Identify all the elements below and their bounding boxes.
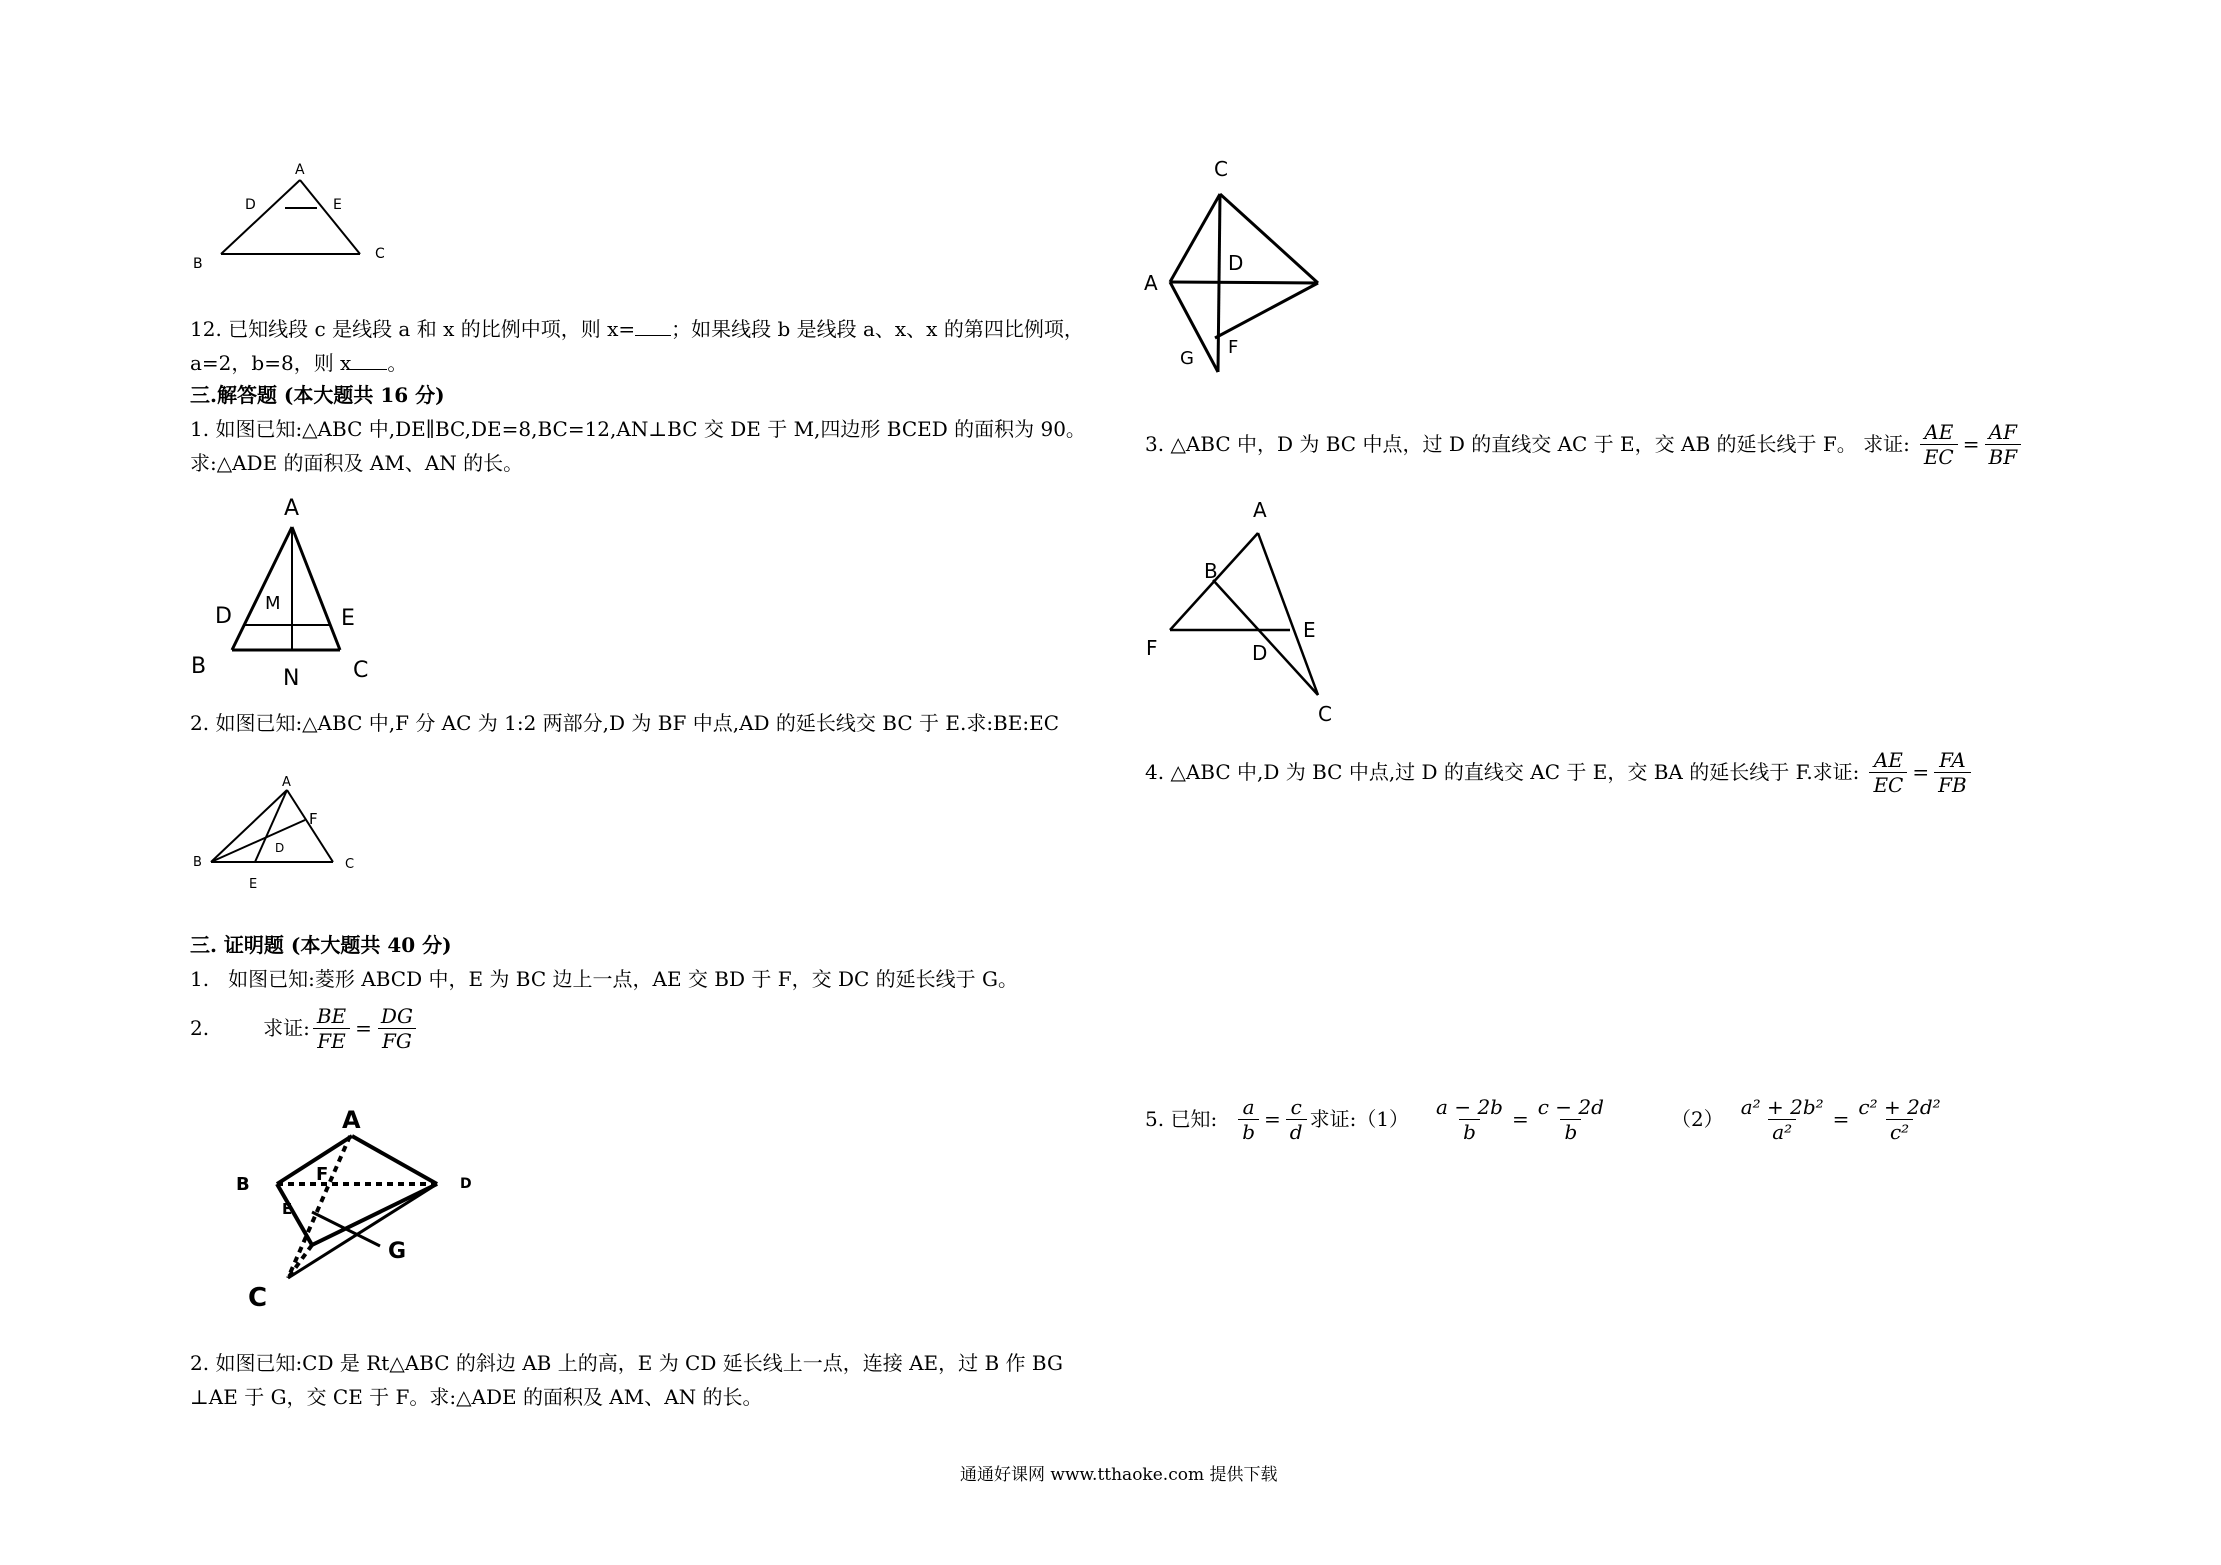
q12-text-d: 。 (387, 351, 408, 375)
s4-q2b-line2: ⊥AE 于 G，交 CE 于 F。求:△ADE 的面积及 AM、AN 的长。 (190, 1385, 763, 1409)
label-m: M (265, 593, 281, 614)
fraction-fa-fb: $\frac{FA}{FB}$ (1934, 748, 1971, 797)
s4-q1-num: 1. (190, 967, 210, 991)
s3-q1-line2: 求:△ADE 的面积及 AM、AN 的长。 (190, 451, 524, 475)
q12-text-b: ；如果线段 b 是线段 a、x、x 的第四比例项， (671, 317, 1084, 341)
s4-q2b-line1: 2. 如图已知:CD 是 Rt△ABC 的斜边 AB 上的高，E 为 CD 延长线上一点，连接 AE，过 B 作 BG (190, 1351, 1063, 1375)
page-footer: 通通好课网 www.tthaoke.com 提供下载 (960, 1465, 1278, 1485)
label-b: B (1204, 559, 1218, 583)
fraction-af-bf: $\frac{AF}{BF}$ (1985, 420, 2022, 469)
label-e: E (249, 877, 258, 892)
label-e: E (1303, 618, 1316, 642)
label-c: C (1318, 702, 1332, 726)
q5-prove: 求证:（1） (1309, 1107, 1410, 1131)
label-b: B (236, 1174, 250, 1195)
label-c: C (248, 1283, 268, 1310)
label-d: D (275, 841, 285, 855)
q12-text-c: a=2，b=8，则 x (190, 351, 352, 375)
label-c: C (375, 246, 385, 262)
label-c: C (345, 857, 355, 872)
q3-line: 3. △ABC 中，D 为 BC 中点，过 D 的直线交 AC 于 E，交 AB 的延长线于 F。 求证: $\frac{AE}{EC}$ = $\frac{AF}{BF}$ (1145, 412, 2024, 476)
label-b: B (191, 654, 207, 679)
fraction-ae-ec: $\frac{AE}{EC}$ (1869, 748, 1907, 797)
label-a: A (282, 775, 291, 790)
label-d: D (1228, 251, 1244, 275)
label-c: C (353, 658, 369, 683)
label-d: D (1252, 641, 1268, 665)
label-d: D (215, 604, 232, 629)
q12-blank-1 (635, 317, 671, 336)
q5-part2: （2） (1670, 1107, 1724, 1131)
fraction-c-2d-over-b: $\frac{c - 2d}{b}$ (1537, 1094, 1604, 1144)
figure-quadrilateral-acdf (1130, 150, 1350, 375)
fraction-be-fe: $\frac{BE}{FE}$ (313, 1004, 350, 1053)
label-a: A (1144, 271, 1158, 295)
label-e: E (341, 606, 355, 631)
label-f: F (309, 810, 318, 828)
fraction-c2-2d2-over-c2: $\frac{\text{c² + 2d²}}{\text{c²}}$ (1858, 1094, 1941, 1144)
label-d: D (245, 197, 256, 213)
figure-s3q2-triangle (185, 770, 365, 900)
label-f: F (1228, 337, 1239, 358)
figure-s3q1-triangle (185, 485, 385, 695)
q12-text-a: 12. 已知线段 c 是线段 a 和 x 的比例中项，则 x= (190, 317, 636, 341)
label-f: F (1146, 636, 1158, 660)
q12-line1 (190, 316, 1084, 342)
s4-q2-num: 2. (190, 1016, 210, 1040)
s3-q2-text: 2. 如图已知:△ABC 中,F 分 AC 为 1:2 两部分,D 为 BF 中点,AD 的延长线交 BC 于 E.求:BE:EC (190, 711, 1059, 735)
label-f: F (316, 1164, 329, 1185)
fraction-dg-fg: $\frac{DG}{FG}$ (377, 1004, 417, 1053)
label-a: A (342, 1106, 361, 1134)
figure-q3-triangle (1140, 485, 1340, 730)
label-g: G (388, 1239, 407, 1264)
label-a: A (284, 496, 300, 521)
label-g: G (1180, 348, 1194, 369)
s4-q1-line (190, 966, 1018, 992)
section-4-title: 三. 证明题 (本大题共 40 分) (190, 933, 452, 957)
label-a: A (1253, 498, 1267, 522)
fraction-ae-ec: $\frac{AE}{EC}$ (1920, 420, 1958, 469)
q12-blank-2 (351, 351, 387, 370)
figure-rhombus (230, 1100, 490, 1310)
q5-label: 5. 已知: (1145, 1107, 1218, 1131)
s4-q2-line: 2. 求证: $\frac{BE}{FE}$ = $\frac{DG}{FG}$ (190, 996, 420, 1060)
label-b: B (193, 256, 203, 272)
fraction-a-b: $\frac{a}{b}$ (1238, 1095, 1259, 1144)
section-3-title: 三.解答题 (本大题共 16 分) (190, 383, 445, 407)
label-d: D (460, 1176, 472, 1192)
s3-q1-line1: 1. 如图已知:△ABC 中,DE∥BC,DE=8,BC=12,AN⊥BC 交 DE 于 M,四边形 BCED 的面积为 90。 (190, 417, 1086, 441)
label-n: N (283, 666, 300, 691)
figure-q11-triangle (185, 150, 395, 275)
fraction-c-d: $\frac{c}{d}$ (1286, 1095, 1307, 1144)
q4-text: 4. △ABC 中,D 为 BC 中点,过 D 的直线交 AC 于 E，交 BA 的延长线于 F.求证: (1145, 760, 1860, 784)
s4-q2-label: 求证: (263, 1016, 310, 1040)
q12-line2 (190, 350, 407, 376)
s4-q1-text: 如图已知:菱形 ABCD 中，E 为 BC 边上一点，AE 交 BD 于 F，交 DC 的延长线于 G。 (228, 967, 1018, 991)
fraction-a2-2b2-over-a2: $\frac{\text{a² + 2b²}}{\text{a²}}$ (1740, 1094, 1824, 1144)
q5-line: 5. 已知: $\frac{a}{b}$ = $\frac{c}{d}$ 求证:（1） $\frac{a - 2b}{b}$ = $\frac{c - 2d}{b}$ （2） $\frac{\text{a² + 2b²}}{\text{a²}}$ = $\frac{\text{c² + 2d²}}{\text{c²}}$ (1145, 1084, 1948, 1154)
label-e: E (282, 1200, 293, 1218)
label-a: A (295, 162, 305, 178)
label-c: C (1214, 157, 1228, 181)
q4-line: 4. △ABC 中,D 为 BC 中点,过 D 的直线交 AC 于 E，交 BA 的延长线于 F.求证: $\frac{AE}{EC}$ = $\frac{FA}{FB}$ (1145, 740, 1974, 804)
fraction-a-2b-over-b: $\frac{a - 2b}{b}$ (1436, 1094, 1503, 1144)
q3-text: 3. △ABC 中，D 为 BC 中点，过 D 的直线交 AC 于 E，交 AB 的延长线于 F。 求证: (1145, 432, 1910, 456)
label-b: B (193, 855, 202, 870)
label-e: E (333, 197, 342, 213)
